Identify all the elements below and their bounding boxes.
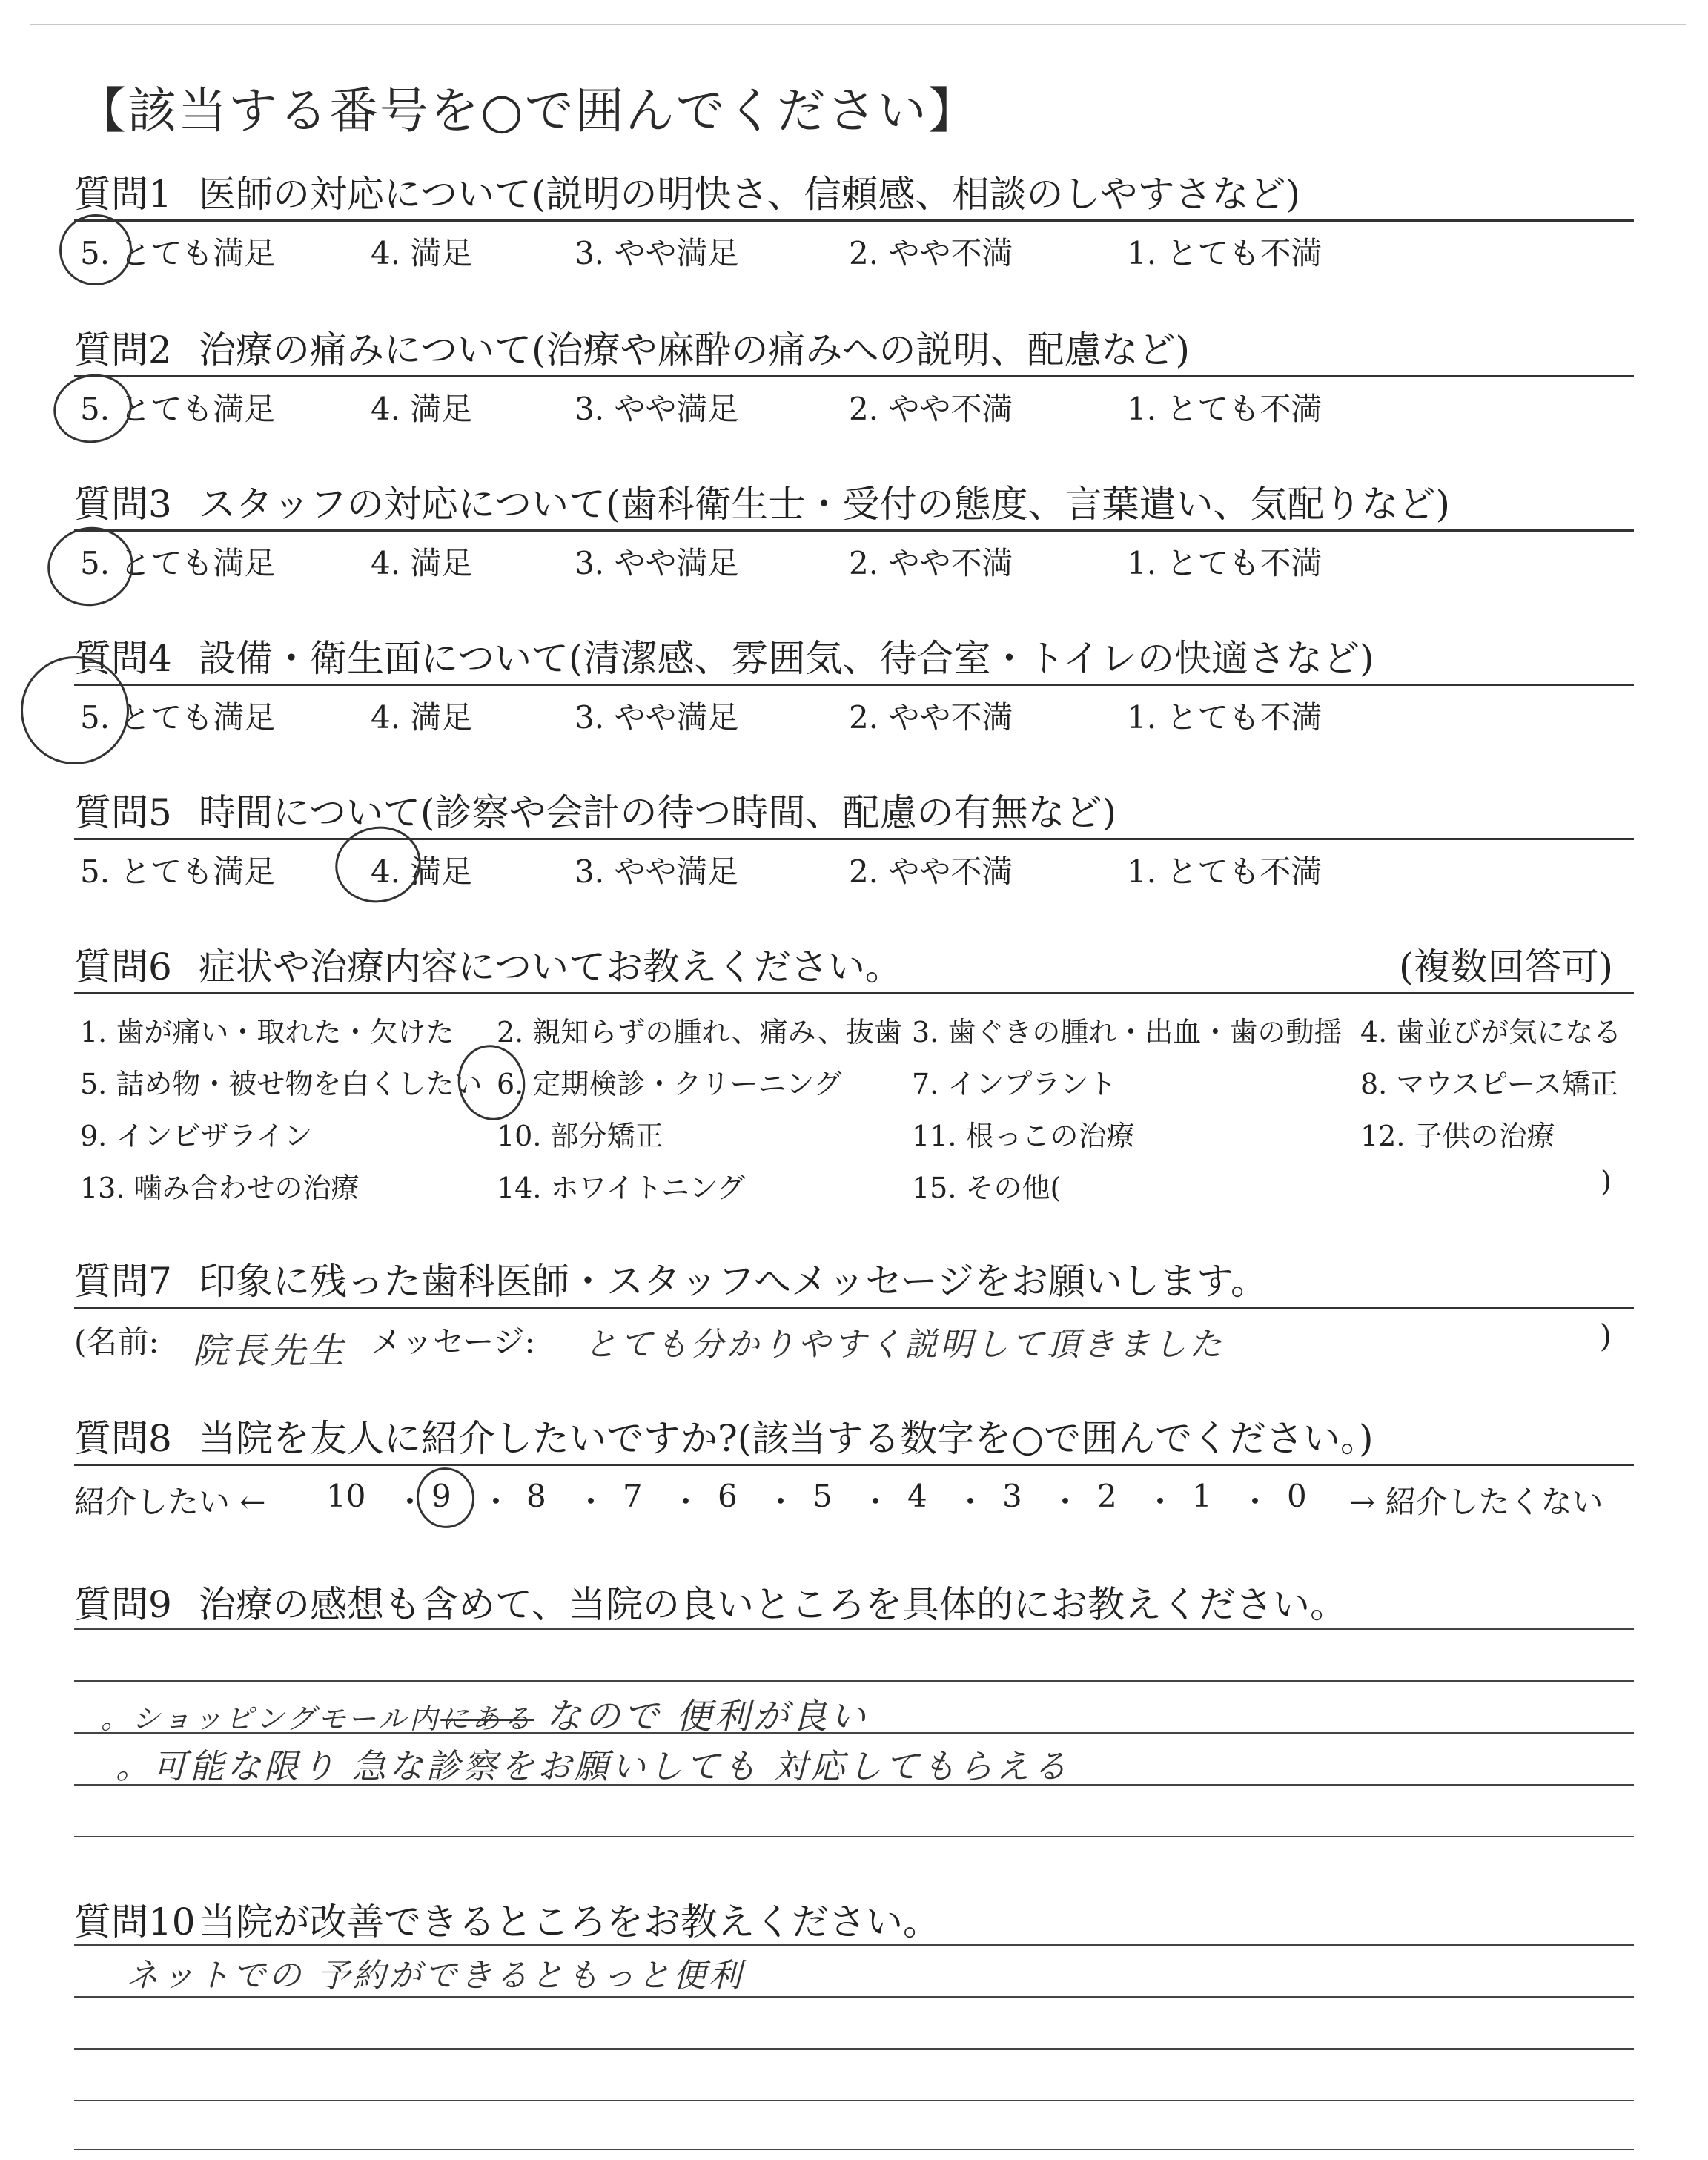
option-1[interactable]: 1. とても不満: [1127, 853, 1323, 890]
scale-value[interactable]: 0: [1287, 1478, 1307, 1514]
option-2[interactable]: 2. やや不満: [849, 699, 1013, 736]
question-header: [74, 629, 1634, 686]
rating-options: [74, 686, 1634, 738]
question-label: 質問3: [74, 483, 172, 526]
option-5[interactable]: 5. とても満足: [80, 391, 276, 427]
scale-value[interactable]: 10: [326, 1478, 366, 1514]
question-header: [74, 1575, 1634, 1630]
option-3[interactable]: 3. やや満足: [575, 391, 739, 427]
name-label: (名前:: [74, 1324, 159, 1360]
answer-line: [74, 2100, 1634, 2101]
question-text: 当院を友人に紹介したいですか?(該当する数字を○で囲んでください。): [199, 1417, 1374, 1460]
rating-options: [74, 222, 1634, 274]
question-10: [74, 1892, 1634, 1947]
treatment-option[interactable]: 11. 根っこの治療: [912, 1120, 1135, 1152]
option-3[interactable]: 3. やや満足: [575, 545, 739, 581]
question-label: 質問5: [74, 791, 172, 834]
question-6: [74, 937, 1634, 1209]
selection-circle: [411, 1462, 480, 1533]
question-label: 質問1: [74, 173, 172, 216]
question-header: [74, 1409, 1634, 1466]
question-2: [74, 320, 1634, 429]
treatment-option[interactable]: 2. 親知らずの腫れ、痛み、抜歯: [497, 1016, 902, 1048]
question-label: 質問7: [74, 1260, 172, 1303]
scale-dot: ・: [575, 1484, 607, 1520]
question-label: 質問10: [74, 1900, 196, 1943]
question-header: [74, 1892, 1634, 1947]
option-2[interactable]: 2. やや不満: [849, 391, 1013, 427]
answer-text-line-2[interactable]: 。可能な限り 急な診察をお願いしても 対応してもらえる: [116, 1746, 1070, 1786]
scale-right-label: → 紹介したくない: [1349, 1484, 1603, 1520]
treatment-option[interactable]: 13. 噛み合わせの治療: [80, 1172, 360, 1204]
question-1: [74, 165, 1634, 274]
question-text: 治療の痛みについて(治療や麻酔の痛みへの説明、配慮など): [199, 328, 1191, 371]
treatment-option[interactable]: 5. 詰め物・被せ物を白くしたい: [80, 1068, 483, 1100]
rating-options: [74, 840, 1634, 892]
scale-dot: ・: [670, 1484, 702, 1520]
scale-value[interactable]: 1: [1192, 1478, 1212, 1514]
message-label: メッセージ:: [371, 1324, 535, 1360]
question-header: [74, 937, 1634, 994]
scale-value[interactable]: 6: [718, 1478, 738, 1514]
rating-options: [74, 377, 1634, 429]
question-9: [74, 1575, 1634, 1630]
option-4[interactable]: 4. 満足: [371, 545, 473, 581]
question-text: 症状や治療内容についてお教えください。: [199, 945, 902, 988]
treatment-option[interactable]: 3. 歯ぐきの腫れ・出血・歯の動揺: [912, 1016, 1343, 1048]
question-header: [74, 475, 1634, 532]
treatment-option[interactable]: 7. インプラント: [912, 1068, 1117, 1100]
scale-dot: ・: [765, 1484, 797, 1520]
rating-options: [74, 532, 1634, 584]
question-header: [74, 1252, 1634, 1309]
option-4[interactable]: 4. 満足: [371, 699, 473, 736]
treatment-option[interactable]: 1. 歯が痛い・取れた・欠けた: [80, 1016, 454, 1048]
treatment-option-other[interactable]: 15. その他(: [912, 1172, 1062, 1204]
answer-line: [74, 1944, 1634, 1946]
message-close-paren: ): [1599, 1318, 1612, 1354]
answer-line: [74, 1680, 1634, 1682]
answer-line: [74, 2048, 1634, 2050]
scale-value[interactable]: 9: [431, 1478, 451, 1514]
question-text: 当院が改善できるところをお教えください。: [199, 1900, 940, 1943]
treatment-option[interactable]: 4. 歯並びが気になる: [1360, 1016, 1622, 1048]
scale-left-label: 紹介したい ←: [74, 1484, 266, 1520]
option-1[interactable]: 1. とても不満: [1127, 545, 1323, 581]
scale-value[interactable]: 5: [812, 1478, 833, 1514]
question-text: 設備・衛生面について(清潔感、雰囲気、待合室・トイレの快適さなど): [199, 637, 1374, 680]
question-label: 質問6: [74, 945, 172, 988]
page-title: 【該当する番号を○で囲んでください】: [77, 82, 979, 139]
question-label: 質問8: [74, 1417, 172, 1460]
question-header: [74, 783, 1634, 840]
treatment-option[interactable]: 14. ホワイトニング: [497, 1172, 746, 1204]
option-2[interactable]: 2. やや不満: [849, 853, 1013, 890]
recommend-scale: [74, 1466, 1634, 1525]
other-close-paren: ): [1601, 1165, 1612, 1198]
option-5[interactable]: 5. とても満足: [80, 545, 276, 581]
question-label: 質問4: [74, 637, 172, 680]
answer-line: [74, 1836, 1634, 1837]
option-5[interactable]: 5. とても満足: [80, 235, 276, 271]
answer-line: [74, 1628, 1634, 1630]
scale-dot: ・: [1145, 1484, 1176, 1520]
answer-text: なので 便利が良い: [546, 1696, 869, 1737]
question-text: スタッフの対応について(歯科衛生士・受付の態度、言葉遣い、気配りなど): [199, 483, 1451, 526]
selection-circle: [47, 367, 139, 450]
question-5: [74, 783, 1634, 892]
question-3: [74, 475, 1634, 584]
scale-value[interactable]: 8: [526, 1478, 546, 1514]
scale-dot: ・: [1239, 1484, 1271, 1520]
answer-text: 。ショッピングモール内: [101, 1702, 441, 1735]
option-5[interactable]: 5. とても満足: [80, 853, 276, 890]
treatment-option[interactable]: 9. インビザライン: [80, 1120, 313, 1152]
treatment-option[interactable]: 8. マウスピース矯正: [1360, 1068, 1618, 1100]
option-1[interactable]: 1. とても不満: [1127, 699, 1323, 736]
question-header: [74, 165, 1634, 222]
scale-dot: ・: [860, 1484, 892, 1520]
message-value[interactable]: とても分かりやすく説明して頂きました: [584, 1326, 1225, 1364]
option-2[interactable]: 2. やや不満: [849, 235, 1013, 271]
answer-text-line-1[interactable]: [101, 1688, 869, 1739]
treatment-option[interactable]: 6. 定期検診・クリーニング: [497, 1068, 842, 1100]
treatment-options: [74, 994, 1634, 1209]
selection-circle: [40, 519, 141, 614]
option-2[interactable]: 2. やや不満: [849, 545, 1013, 581]
option-1[interactable]: 1. とても不満: [1127, 391, 1323, 427]
option-1[interactable]: 1. とても不満: [1127, 235, 1323, 271]
option-3[interactable]: 3. やや満足: [575, 699, 739, 736]
name-value[interactable]: 院長先生: [193, 1330, 348, 1372]
question-4: [74, 629, 1634, 738]
option-3[interactable]: 3. やや満足: [575, 853, 739, 890]
question-8: [74, 1409, 1634, 1525]
option-3[interactable]: 3. やや満足: [575, 235, 739, 271]
question-7: [74, 1252, 1634, 1372]
treatment-option[interactable]: 12. 子供の治療: [1360, 1120, 1555, 1152]
answer-line: [74, 1996, 1634, 1998]
scale-value[interactable]: 7: [623, 1478, 643, 1514]
question-header: [74, 320, 1634, 377]
improvement-answer[interactable]: ネットでの 予約ができるともっと便利: [126, 1957, 744, 1995]
message-row: [74, 1309, 1634, 1372]
answer-line: [74, 2149, 1634, 2150]
question-label: 質問9: [74, 1583, 172, 1626]
scale-value[interactable]: 2: [1097, 1478, 1117, 1514]
option-4[interactable]: 4. 満足: [371, 391, 473, 427]
multiple-answers-note: (複数回答可): [1398, 945, 1613, 988]
struck-text: にある: [440, 1702, 534, 1735]
scale-dot: ・: [480, 1484, 512, 1520]
question-text: 治療の感想も含めて、当院の良いところを具体的にお教えください。: [199, 1583, 1347, 1626]
option-5[interactable]: 5. とても満足: [80, 699, 276, 736]
top-rule: [30, 24, 1686, 25]
scale-value[interactable]: 3: [1002, 1478, 1022, 1514]
question-text: 印象に残った歯科医師・スタッフへメッセージをお願いします。: [199, 1260, 1268, 1303]
scale-value[interactable]: 4: [907, 1478, 927, 1514]
scale-dot: ・: [955, 1484, 987, 1520]
question-text: 医師の対応について(説明の明快さ、信頼感、相談のしやすさなど): [199, 173, 1301, 216]
option-4[interactable]: 4. 満足: [371, 235, 473, 271]
question-label: 質問2: [74, 328, 172, 371]
scale-dot: ・: [1050, 1484, 1082, 1520]
option-4[interactable]: 4. 満足: [371, 853, 473, 890]
scale-dot: ・: [394, 1484, 426, 1520]
question-text: 時間について(診察や会計の待つ時間、配慮の有無など): [199, 791, 1117, 834]
treatment-option[interactable]: 10. 部分矯正: [497, 1120, 663, 1152]
